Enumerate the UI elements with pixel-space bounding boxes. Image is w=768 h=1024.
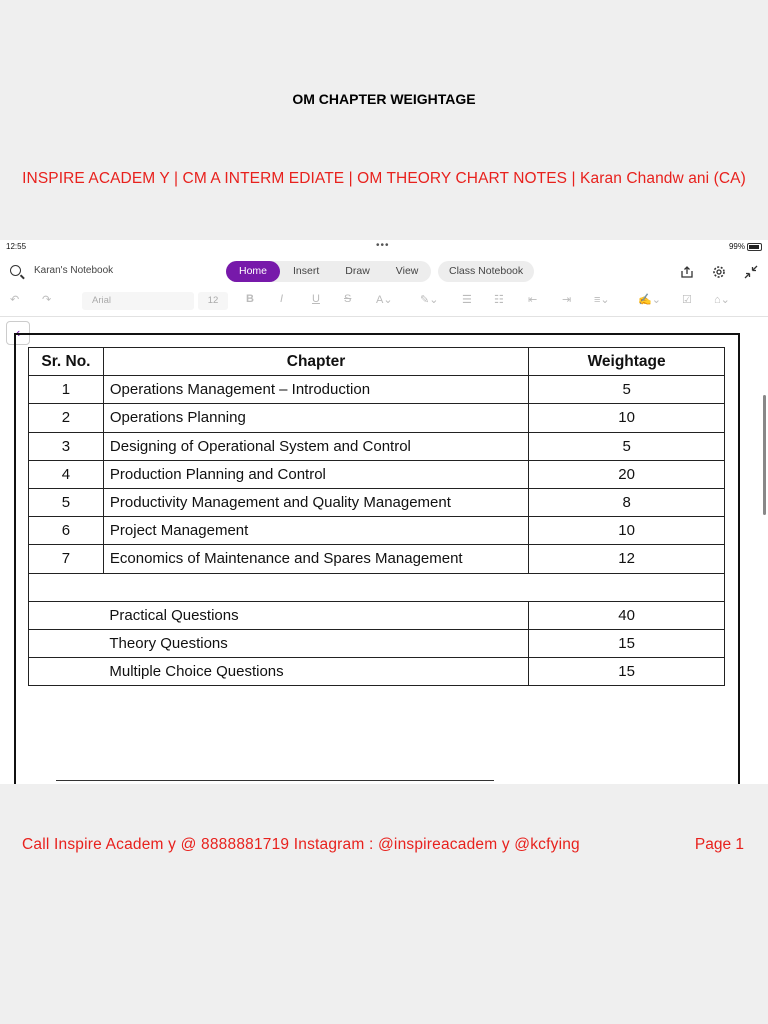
app-screenshot	[0, 240, 768, 784]
row-number-empty	[29, 658, 104, 686]
scrollbar[interactable]	[763, 395, 766, 515]
header-weightage: Weightage	[529, 348, 725, 376]
row-weightage: 5	[529, 432, 725, 460]
row-number: 1	[29, 376, 104, 404]
table-spacer-row	[29, 573, 725, 601]
page-rule	[56, 780, 494, 781]
row-number: 7	[29, 545, 104, 573]
font-size-select[interactable]: 12	[198, 292, 228, 310]
bold-icon[interactable]: B	[246, 293, 254, 305]
styles-icon[interactable]: ✍⌄	[638, 294, 661, 306]
table-row	[29, 545, 725, 573]
undo-icon[interactable]: ↶	[10, 294, 20, 306]
table-row	[29, 376, 725, 404]
tab-home[interactable]: Home	[226, 261, 280, 282]
row-weightage: 5	[529, 376, 725, 404]
footer-contact: Call Inspire Academ y @ 8888881719 Instagram : @inspireacadem y @kcfying	[22, 836, 580, 853]
tab-view[interactable]: View	[395, 265, 419, 277]
row-chapter: Productivity Management and Quality Management	[103, 488, 528, 516]
row-number-empty	[29, 601, 104, 629]
share-icon[interactable]	[678, 263, 696, 281]
highlight-icon[interactable]: ✎⌄	[420, 294, 439, 306]
align-icon[interactable]: ≡⌄	[594, 294, 610, 306]
outdent-icon[interactable]: ⇤	[528, 294, 538, 306]
row-chapter: Operations Planning	[103, 404, 528, 432]
tab-class-notebook[interactable]: Class Notebook	[438, 261, 534, 282]
checkbox-icon[interactable]: ☑	[682, 294, 692, 306]
numbered-list-icon[interactable]: ☷	[494, 294, 504, 306]
document-subtitle: INSPIRE ACADEM Y | CM A INTERM EDIATE | OM THEORY CHART NOTES | Karan Chandw ani (CA)	[22, 170, 746, 187]
tab-draw[interactable]: Draw	[345, 265, 370, 277]
row-chapter: Project Management	[103, 517, 528, 545]
status-time: 12:55	[6, 242, 27, 251]
indent-icon[interactable]: ⇥	[562, 294, 572, 306]
row-number-empty	[29, 629, 104, 657]
strikethrough-icon[interactable]: S	[344, 293, 352, 305]
row-number: 3	[29, 432, 104, 460]
status-bar	[0, 240, 768, 254]
row-weightage: 8	[529, 488, 725, 516]
top-toolbar	[0, 260, 768, 286]
row-chapter: Production Planning and Control	[103, 460, 528, 488]
notebook-name[interactable]: Karan's Notebook	[34, 265, 114, 276]
row-question-type: Multiple Choice Questions	[103, 658, 528, 686]
multitask-dots-icon[interactable]: •••	[376, 240, 390, 251]
row-number: 5	[29, 488, 104, 516]
table-row	[29, 517, 725, 545]
footer-page-number: Page 1	[694, 836, 744, 853]
redo-icon[interactable]: ↷	[42, 294, 52, 306]
tag-icon[interactable]: ⌂⌄	[714, 294, 730, 306]
battery-percent: 99%	[728, 242, 745, 251]
underline-icon[interactable]: U	[312, 293, 320, 305]
table-row	[29, 404, 725, 432]
row-question-type: Practical Questions	[103, 601, 528, 629]
font-color-icon[interactable]: A⌄	[376, 294, 393, 306]
ribbon-tabs	[226, 261, 431, 282]
row-weightage: 40	[529, 601, 725, 629]
table-row	[29, 601, 725, 629]
row-chapter: Designing of Operational System and Control	[103, 432, 528, 460]
table-row	[29, 488, 725, 516]
table-row	[29, 658, 725, 686]
row-weightage: 15	[529, 629, 725, 657]
row-weightage: 10	[529, 517, 725, 545]
row-chapter: Operations Management – Introduction	[103, 376, 528, 404]
formatting-ribbon	[0, 290, 768, 312]
ribbon-divider	[0, 316, 768, 317]
battery-status	[729, 242, 762, 251]
row-weightage: 20	[529, 460, 725, 488]
header-chapter: Chapter	[103, 348, 528, 376]
weightage-table	[28, 347, 725, 686]
spacer-cell	[29, 573, 725, 601]
row-question-type: Theory Questions	[103, 629, 528, 657]
italic-icon[interactable]: I	[280, 293, 284, 305]
table-header-row	[29, 348, 725, 376]
row-number: 4	[29, 460, 104, 488]
collapse-icon[interactable]	[742, 263, 760, 281]
table-row	[29, 460, 725, 488]
table-row	[29, 629, 725, 657]
row-number: 2	[29, 404, 104, 432]
table-row	[29, 432, 725, 460]
row-weightage: 10	[529, 404, 725, 432]
bullet-list-icon[interactable]: ☰	[462, 294, 472, 306]
row-number: 6	[29, 517, 104, 545]
search-icon[interactable]	[10, 265, 21, 276]
row-weightage: 15	[529, 658, 725, 686]
document-title: OM CHAPTER WEIGHTAGE	[292, 91, 476, 107]
row-weightage: 12	[529, 545, 725, 573]
gear-icon[interactable]	[710, 263, 728, 281]
top-right-actions	[678, 263, 760, 281]
font-name-select[interactable]: Arial	[82, 292, 194, 310]
battery-icon	[747, 243, 762, 251]
back-button[interactable]: ‹	[6, 321, 30, 345]
header-sr-no: Sr. No.	[29, 348, 104, 376]
tab-insert[interactable]: Insert	[293, 265, 320, 277]
row-chapter: Economics of Maintenance and Spares Management	[103, 545, 528, 573]
